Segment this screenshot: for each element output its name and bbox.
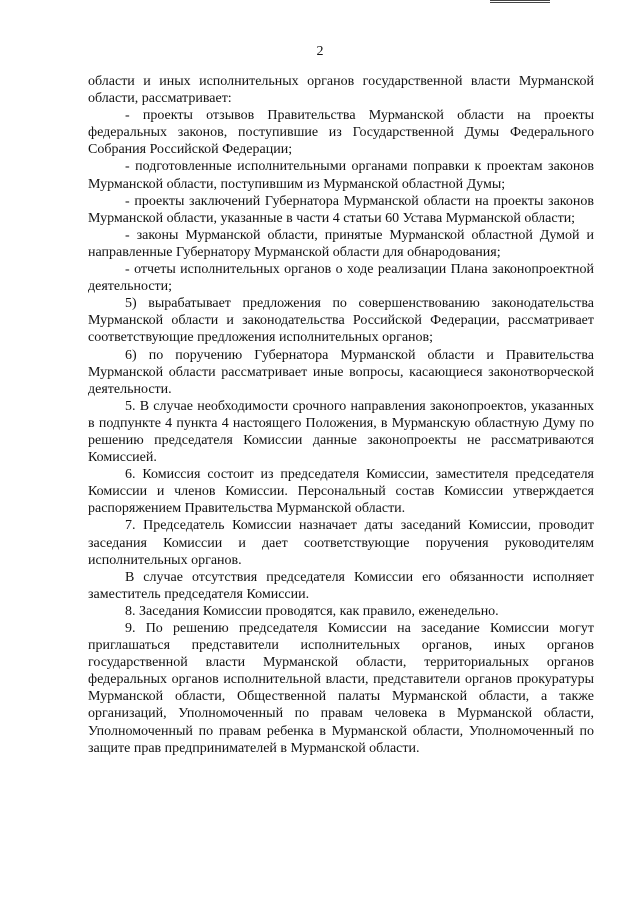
- page-number: 2: [316, 44, 324, 59]
- paragraph: - проекты заключений Губернатора Мурманской области на проекты законов Мурманской области, указанные в части 4 статьи 60 Устава Мурманской области;: [88, 193, 594, 226]
- paragraph: 9. По решению председателя Комиссии на заседание Комиссии могут приглашаться представители исполнительных органов, иных органов государственной власти Мурманской области, территориальных органов федеральных органов исполнительной власти, представители органов прокуратуры Мурманской области, Общественной палаты Мурманской области, а также организаций, Уполномоченный по правам человека в Мурманской области, Уполномоченный по правам ребенка в Мурманской области, Уполномоченный по защите прав предпринимателей в Мурманской области.: [88, 621, 594, 756]
- paragraph: 6) по поручению Губернатора Мурманской области и Правительства Мурманской области рассматривает иные вопросы, касающиеся законотворческой деятельности.: [88, 347, 594, 397]
- paragraph: 5) вырабатывает предложения по совершенствованию законодательства Мурманской области и законодательства Российской Федерации, рассматривает соответствующие предложения исполнительных органов;: [88, 296, 594, 346]
- paragraph: В случае отсутствия председателя Комиссии его обязанности исполняет заместитель председателя Комиссии.: [88, 569, 594, 602]
- body-text: [88, 73, 594, 757]
- paragraph: 6. Комиссия состоит из председателя Комиссии, заместителя председателя Комиссии и членов Комиссии. Персональный состав Комиссии утверждается распоряжением Правительства Мурманской области.: [88, 467, 594, 517]
- scan-mark: [490, 0, 550, 4]
- paragraph: - законы Мурманской области, принятые Мурманской областной Думой и направленные Губернатору Мурманской области для обнародования;: [88, 227, 594, 260]
- paragraph: - отчеты исполнительных органов о ходе реализации Плана законопроектной деятельности;: [88, 262, 594, 295]
- paragraph: - подготовленные исполнительными органами поправки к проектам законов Мурманской области, поступившим из Мурманской областной Думы;: [88, 159, 594, 192]
- paragraph: 5. В случае необходимости срочного направления законопроектов, указанных в подпункте 4 пункта 4 настоящего Положения, в Мурманскую областную Думу по решению председателя Комиссии данные законопроекты не рассматриваются Комиссией.: [88, 398, 594, 466]
- paragraph: - проекты отзывов Правительства Мурманской области на проекты федеральных законов, поступившие из Государственной Думы Федерального Собрания Российской Федерации;: [88, 108, 594, 158]
- paragraph: 7. Председатель Комиссии назначает даты заседаний Комиссии, проводит заседания Комиссии и дает соответствующие поручения руководителям исполнительных органов.: [88, 518, 594, 568]
- paragraph: 8. Заседания Комиссии проводятся, как правило, еженедельно.: [125, 603, 499, 619]
- paragraph: области и иных исполнительных органов государственной власти Мурманской области, рассматривает:: [88, 74, 594, 107]
